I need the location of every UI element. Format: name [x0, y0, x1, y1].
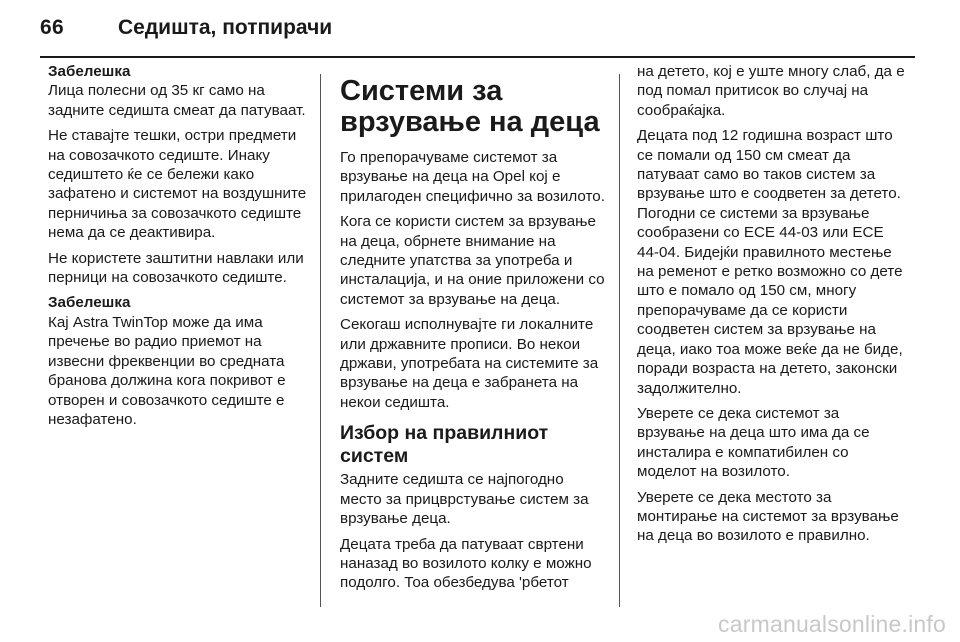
col3-paragraph-3: Уверете се дека системот за врзување на деца што има да се инсталира е компатибилен со моделот на возилото.	[637, 404, 870, 481]
column-1	[48, 62, 310, 435]
column-3	[637, 62, 907, 552]
column-divider-1	[320, 74, 321, 607]
col2-paragraph-1: Го препорачуваме системот за врзување на деца на Opel кој е прилагоден специфично за возилото.	[340, 149, 605, 205]
column-2	[340, 76, 606, 599]
col3-paragraph-2: Децата под 12 годишна возраст што се помали од 150 см смеат да патуваат само во таков систем за врзување што е соодветен за детето. Погодни се системи за врзување сообразени со ECE 44-03 или ECE 44-04. Бидејќи правилното местење на ременот е ретко возможно со дете што е помало од 150 см, многу препорачуваме да се користи соодветен систем за врзување на деца, иако тоа може веќе да не биде, поради возраста на детето, законски задолжително.	[637, 127, 903, 397]
note-1-label: Забелешка	[48, 63, 131, 80]
note-2-label: Забелешка	[48, 294, 131, 312]
page-title: Седишта, потпирачи	[118, 16, 333, 39]
note-1-text: Лица полесни од 35 кг само на задните седишта смеат да патуваат.	[48, 82, 306, 119]
col2-paragraph-3: Секогаш исполнувајте ги локалните или државните прописи. Во некои држави, употребата на системите за врзување на деца е забранета на некои седишта.	[340, 316, 599, 411]
col3-paragraph-1: на детето, кој е уште многу слаб, да е под помал притисок во случај на сообраќајка.	[637, 63, 905, 119]
col1-paragraph-1: Не ставајте тешки, остри предмети на совозачкото седиште. Инаку седиштето ќе се бележи како зафатено и системот на воздушните перничиња за совозачкото седиште нема да се деактивира.	[48, 127, 307, 242]
col2-paragraph-2: Кога се користи систем за врзување на деца, обрнете внимание на следните упатства за употреба и инсталација, и на оние приложени со системот за врзување на деца.	[340, 213, 605, 308]
col2-paragraph-5: Децата треба да патуваат свртени наназад во возилото колку е можно подолго. Тоа обезбедува 'рбетот	[340, 535, 592, 592]
col2-paragraph-4: Задните седишта се најпогодно место за прицврстување систем за врзување деца.	[340, 471, 589, 528]
note-2-text: Кај Astra TwinTop може да има пречење во радио приемот на извесни фреквенции во средната бранова должина кога покривот е отворен и совозачкото седиште е незафатено.	[48, 313, 286, 428]
subsection-heading: Избор на правилниот систем	[340, 422, 549, 468]
note-2	[48, 293, 310, 429]
section-heading: Системи за врзување на деца	[340, 75, 600, 138]
col3-paragraph-4: Уверете се дека местото за монтирање на системот за врзување на деца во возилото е правилно.	[637, 488, 899, 545]
col1-paragraph-2: Не користете заштитни навлаки или перници на совозачкото седиште.	[48, 249, 304, 287]
page-number: 66	[40, 16, 64, 39]
watermark: carmanualsonline.info	[718, 611, 946, 637]
header-rule	[40, 56, 915, 58]
note-1	[48, 62, 310, 120]
column-divider-2	[619, 74, 620, 607]
